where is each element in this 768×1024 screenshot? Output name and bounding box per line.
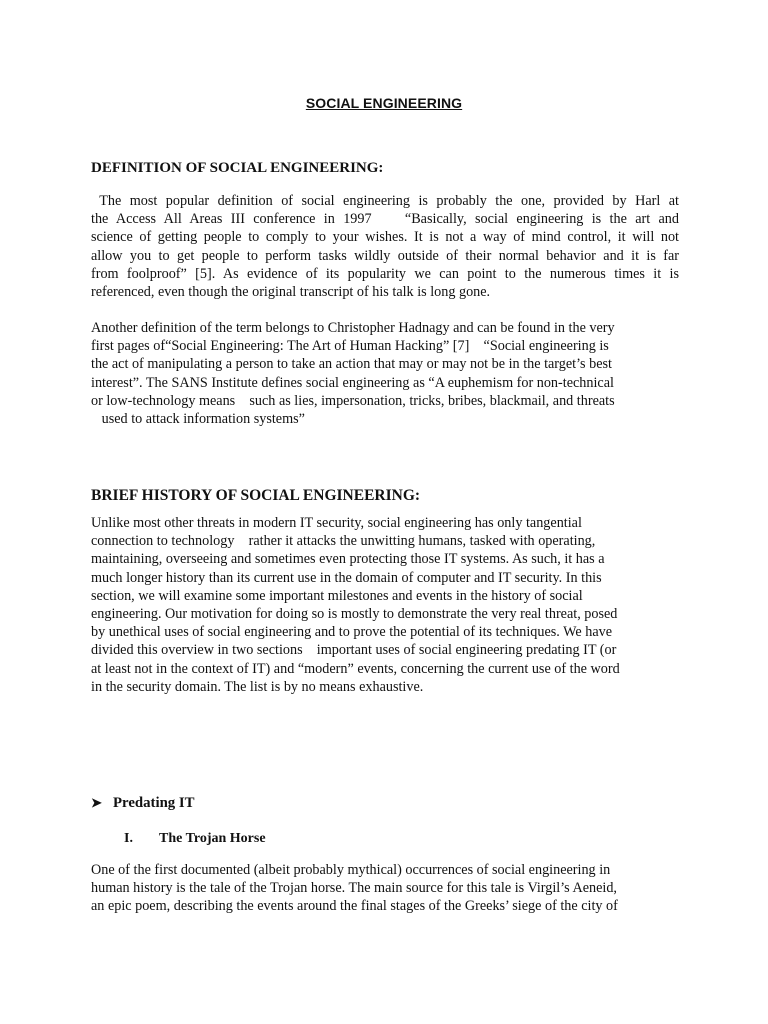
text-line: by unethical uses of social engineering and to prove the potential of its techniques. We have: [91, 624, 613, 641]
paragraph-definition-hadnagy: [91, 319, 679, 428]
text-line: human history is the tale of the Trojan horse. The main source for this tale is Virgil’s Aeneid,: [91, 880, 617, 897]
text-line: connection to technology rather it attacks the unwitting humans, tasked with operating,: [91, 533, 596, 550]
paragraph-definition-harl: [91, 192, 679, 301]
text-line: One of the first documented (albeit probably mythical) occurrences of social engineering in: [91, 862, 611, 878]
bullet-predating-it: [91, 795, 195, 812]
text-line: the act of manipulating a person to take an action that may or may not be in the target’s best: [91, 356, 612, 373]
paragraph-trojan-horse: [91, 861, 679, 916]
text-line: The most popular definition of social engineering is probably the one, provided by Harl at: [91, 193, 679, 209]
page-title: SOCIAL ENGINEERING: [305, 95, 463, 111]
section-heading-definition: DEFINITION OF SOCIAL ENGINEERING:: [91, 160, 384, 176]
text-line: section, we will examine some important milestones and events in the history of social: [91, 587, 583, 604]
text-line: the Access All Areas III conference in 1997 “Basically, social engineering is the art and: [91, 211, 679, 228]
text-line: first pages of“Social Engineering: The Art of Human Hacking” [7] “Social engineering is: [91, 338, 609, 355]
text-line: allow you to get people to perform tasks wildly outside of their normal behavior and it is far: [91, 247, 679, 264]
text-line: from foolproof” [5]. As evidence of its popularity we can point to the numerous times it is: [91, 265, 679, 282]
arrow-bullet-icon: ➤: [91, 795, 102, 810]
text-line: Unlike most other threats in modern IT security, social engineering has only tangential: [91, 515, 582, 531]
paragraph-history: [91, 514, 679, 696]
text-line: an epic poem, describing the events around the final stages of the Greeks’ siege of the city of: [91, 898, 618, 915]
text-line: or low-technology means such as lies, impersonation, tricks, bribes, blackmail, and threats: [91, 392, 615, 409]
text-line: in the security domain. The list is by no means exhaustive.: [91, 678, 424, 695]
text-line: referenced, even though the original transcript of his talk is long gone.: [91, 284, 491, 301]
text-line: engineering. Our motivation for doing so is mostly to demonstrate the very real threat, posed: [91, 606, 618, 623]
text-line: interest”. The SANS Institute defines social engineering as “A euphemism for non-technical: [91, 374, 614, 391]
text-line: Another definition of the term belongs to Christopher Hadnagy and can be found in the very: [91, 320, 615, 336]
text-line: at least not in the context of IT) and “modern” events, concerning the current use of the word: [91, 660, 620, 677]
text-line: science of getting people to comply to your wishes. It is not a way of mind control, it will not: [91, 229, 679, 246]
text-line: maintaining, overseeing and sometimes even protecting those IT systems. As such, it has a: [91, 551, 605, 568]
text-line: used to attack information systems”: [91, 411, 305, 428]
text-line: divided this overview in two sections important uses of social engineering predating IT (or: [91, 642, 617, 659]
section-heading-history: BRIEF HISTORY OF SOCIAL ENGINEERING:: [91, 487, 421, 504]
text-line: much longer history than its current use in the domain of computer and IT security. In this: [91, 569, 602, 586]
bullet-label: Predating IT: [113, 795, 195, 811]
subsection-heading-trojan-horse: The Trojan Horse: [159, 831, 266, 846]
subsection-number: I.: [124, 831, 133, 846]
